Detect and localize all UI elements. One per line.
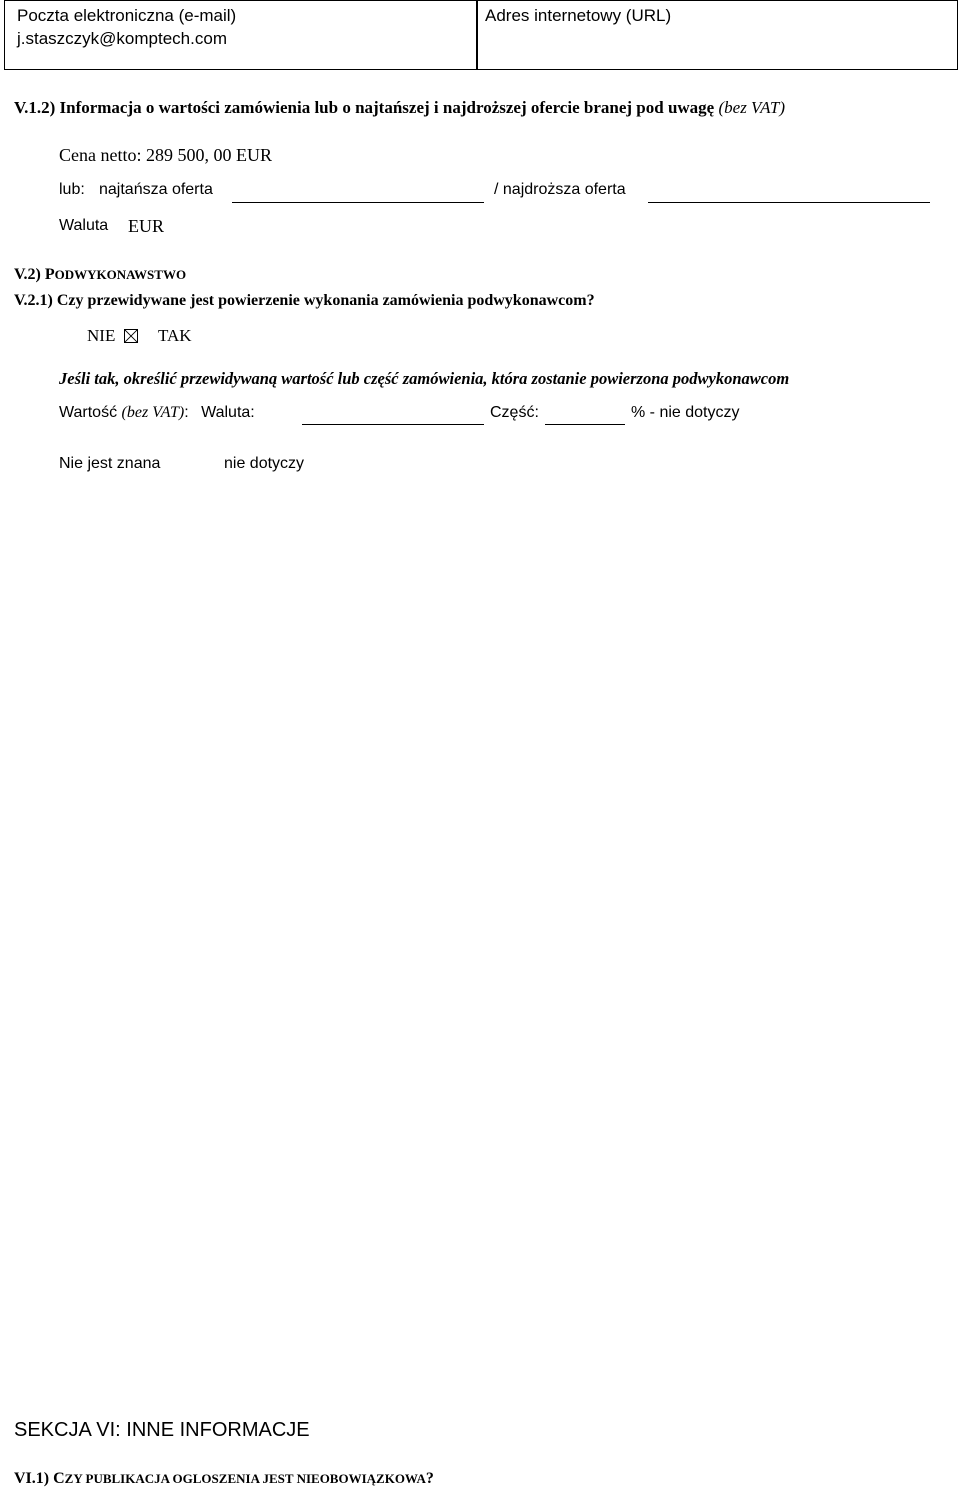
or-label: lub: bbox=[59, 181, 85, 198]
contact-table bbox=[4, 0, 958, 70]
url-label: Adres internetowy (URL) bbox=[485, 6, 672, 25]
subcontract-question: V.2.1) Czy przewidywane jest powierzenie wykonania zamówienia podwykonawcom? bbox=[14, 292, 595, 309]
highest-offer-field[interactable] bbox=[648, 202, 930, 203]
option-no-label: NIE bbox=[87, 326, 116, 345]
option-yes-label: TAK bbox=[158, 326, 192, 345]
value-currency-label: Waluta: bbox=[201, 404, 255, 421]
value-note: (bez VAT) bbox=[121, 404, 185, 421]
section-v2-heading-rest: ODWYKONAWSTWO bbox=[54, 267, 187, 282]
percent-text: % - nie dotyczy bbox=[631, 404, 740, 421]
option-no-checkbox[interactable] bbox=[124, 329, 138, 343]
part-label: Część: bbox=[490, 404, 539, 421]
table-divider bbox=[476, 1, 478, 69]
section-v2-heading bbox=[14, 266, 186, 284]
price-label: Cena netto: 289 500, 00 EUR bbox=[59, 145, 272, 165]
section-vi-sub-end: ? bbox=[425, 1470, 434, 1487]
section-vi-subheading bbox=[14, 1470, 434, 1488]
if-yes-instructions: Jeśli tak, określić przewidywaną wartość lub część zamówienia, która zostanie powierzona podwykonawcom bbox=[59, 369, 790, 388]
part-field[interactable] bbox=[545, 424, 625, 425]
value-label: Wartość bbox=[59, 404, 118, 421]
unknown-label: Nie jest znana bbox=[59, 455, 161, 472]
unknown-value: nie dotyczy bbox=[224, 455, 305, 472]
value-currency-field[interactable] bbox=[302, 424, 484, 425]
email-value: j.staszczyk@komptech.com bbox=[17, 29, 227, 48]
section-v12-heading bbox=[14, 98, 785, 118]
section-vi-sub-prefix: VI.1) C bbox=[14, 1470, 65, 1487]
checkbox-cross-icon bbox=[125, 330, 137, 342]
currency-label: Waluta bbox=[59, 217, 109, 234]
section-v12-heading-note: (bez VAT) bbox=[718, 98, 786, 117]
email-label: Poczta elektroniczna (e-mail) bbox=[17, 6, 237, 25]
lowest-offer-field[interactable] bbox=[232, 202, 484, 203]
lowest-offer-label: najtańsza oferta bbox=[99, 181, 213, 198]
section-v2-heading-prefix: V.2) P bbox=[14, 266, 55, 283]
section-v12-heading-text: V.1.2) Informacja o wartości zamówienia lub o najtańszej i najdroższej ofercie branej pod uwagę bbox=[14, 98, 715, 117]
highest-offer-label: / najdroższa oferta bbox=[494, 181, 626, 198]
currency-value: EUR bbox=[128, 216, 164, 236]
value-row bbox=[59, 404, 255, 422]
section-vi-heading: SEKCJA VI: INNE INFORMACJE bbox=[14, 1419, 310, 1441]
section-vi-sub-rest: ZY PUBLIKACJA OGLOSZENIA JEST NIEOBOWIĄZKOWA bbox=[64, 1471, 426, 1486]
value-colon: : bbox=[184, 404, 189, 421]
